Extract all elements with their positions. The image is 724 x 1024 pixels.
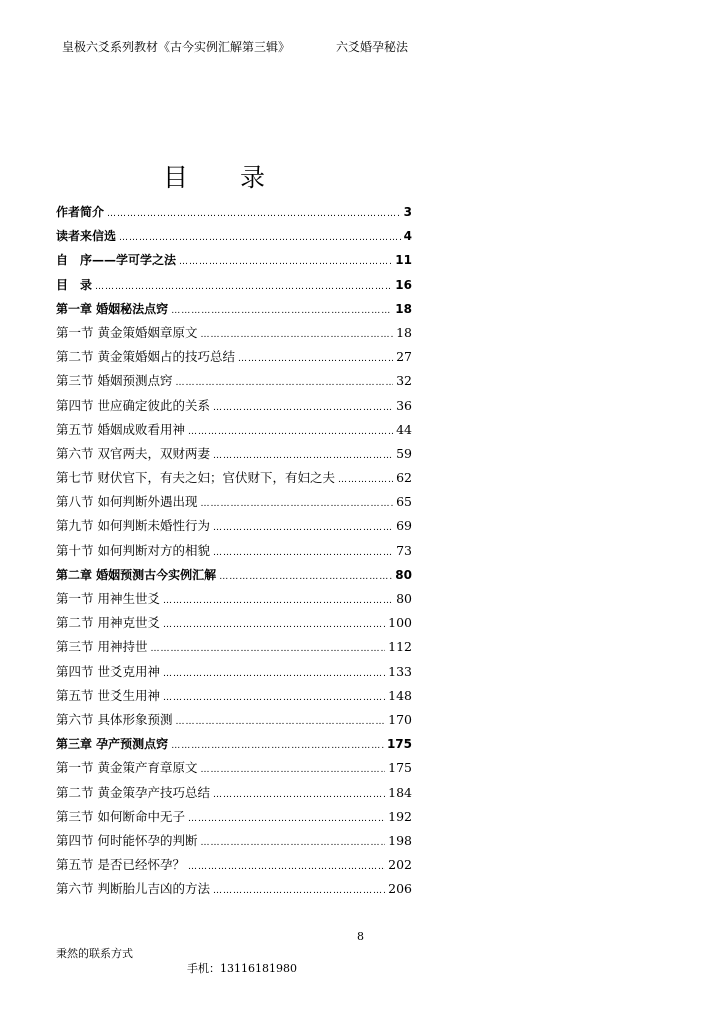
toc-entry-title: 第一节 黄金策产育章原文 (56, 760, 198, 776)
toc-entry-page: 3 (403, 205, 412, 219)
toc-leader-dots (119, 224, 401, 250)
toc-entry-title: 第五节 是否已经怀孕？ (56, 857, 185, 873)
toc-leader-dots (238, 345, 393, 371)
toc-leader-dots (213, 442, 393, 468)
toc-entry (56, 684, 412, 708)
toc-entry-title: 第四节 世应确定彼此的关系 (56, 397, 210, 413)
toc-entry-page: 59 (396, 445, 412, 461)
toc-entry-page: 16 (395, 277, 412, 292)
toc-entry-page: 80 (395, 567, 412, 582)
toc-leader-dots (213, 877, 385, 903)
toc-entry (56, 877, 412, 901)
toc-leader-dots (200, 829, 385, 855)
toc-entry-title: 第三节 用神持世 (56, 639, 148, 655)
page-header (0, 38, 724, 58)
toc-title-char-1: 目 (163, 163, 189, 192)
toc-entry (56, 635, 412, 659)
toc-entry-page: 36 (396, 397, 412, 413)
toc-entry-title: 第二节 黄金策孕产技巧总结 (56, 784, 210, 800)
toc-entry-title: 第三章 孕产预测点窍 (56, 737, 169, 752)
contact-label: 秉然的联系方式 (56, 947, 133, 960)
toc-entry (56, 273, 412, 297)
toc-entry (56, 297, 412, 321)
toc-entry (56, 660, 412, 684)
toc-leader-dots (179, 248, 392, 274)
toc-entry-page: 11 (395, 253, 412, 268)
toc-entry-title: 第一章 婚姻秘法点窍 (56, 301, 169, 316)
header-section-title: 六爻婚孕秘法 (336, 40, 409, 54)
toc-entry-page: 112 (388, 639, 412, 655)
toc-entry (56, 321, 412, 345)
toc-entry-title: 第九节 如何判断未婚性行为 (56, 518, 210, 534)
toc-entry-title: 读者来信选 (56, 229, 117, 244)
toc-entry (56, 853, 412, 877)
toc-entry (56, 781, 412, 805)
toc-leader-dots (200, 321, 393, 347)
toc-entry-page: 184 (388, 784, 412, 800)
toc-leader-dots (188, 418, 393, 444)
toc-entry-title: 自 序——学可学之法 (56, 253, 177, 268)
toc-leader-dots (188, 805, 385, 831)
toc-entry-title: 第十节 如何判断对方的相貌 (56, 542, 210, 558)
toc-entry (56, 442, 412, 466)
toc-leader-dots (213, 781, 385, 807)
toc-entry-title: 第六节 具体形象预测 (56, 711, 173, 727)
toc-entry-title: 第三节 婚姻预测点窍 (56, 373, 173, 389)
toc-entry-page: 206 (388, 881, 412, 897)
toc-entry (56, 514, 412, 538)
toc-leader-dots (200, 490, 393, 516)
toc-entry (56, 756, 412, 780)
toc-entry-title: 第三节 如何断命中无子 (56, 808, 185, 824)
toc-leader-dots (200, 756, 385, 782)
toc-entry-title: 目 录 (56, 277, 93, 292)
toc-entry-page: 44 (396, 421, 412, 437)
toc-entry (56, 248, 412, 272)
toc-entry-title: 第一节 用神生世爻 (56, 591, 160, 606)
toc-entry (56, 369, 412, 393)
toc-entry-page: 69 (396, 518, 412, 534)
contact-phone: 手机：13116181980 (187, 962, 297, 975)
toc-entry-page: 62 (396, 470, 412, 486)
toc-entry-page: 80 (396, 591, 412, 606)
toc-entry-page: 192 (388, 808, 412, 824)
toc-leader-dots (175, 369, 393, 395)
toc-leader-dots (163, 684, 385, 710)
toc-entry-page: 133 (388, 663, 412, 679)
toc-entry-page: 32 (396, 373, 412, 389)
toc-leader-dots (338, 466, 393, 492)
toc-entry-title: 第七节 财伏官下，有夫之妇；官伏财下，有妇之夫 (56, 470, 335, 486)
toc-entry-title: 第八节 如何判断外遇出现 (56, 494, 198, 510)
toc-entry-page: 27 (396, 349, 412, 365)
page-number: 8 (357, 930, 364, 943)
toc-entry-page: 148 (388, 687, 412, 703)
toc-entry (56, 805, 412, 829)
toc-entry (56, 563, 412, 587)
toc-leader-dots (213, 514, 393, 540)
toc-entry-title: 作者简介 (56, 205, 105, 219)
toc-leader-dots (163, 611, 385, 637)
toc-leader-dots (107, 200, 401, 226)
toc-entry (56, 466, 412, 490)
toc-entry (56, 394, 412, 418)
toc-entry-page: 18 (395, 301, 412, 316)
toc-list (56, 200, 412, 901)
toc-leader-dots (188, 853, 385, 879)
toc-entry-page: 18 (396, 324, 412, 340)
toc-leader-dots (95, 273, 392, 299)
toc-entry (56, 611, 412, 635)
toc-entry (56, 732, 412, 756)
toc-entry (56, 539, 412, 563)
toc-entry-title: 第六节 双官两夫，双财两妻 (56, 445, 210, 461)
toc-entry-title: 第五节 世爻生用神 (56, 687, 160, 703)
toc-entry-page: 202 (388, 857, 412, 873)
toc-entry-page: 4 (403, 229, 412, 244)
toc-entry-title: 第六节 判断胎儿吉凶的方法 (56, 881, 210, 897)
toc-entry-page: 73 (396, 542, 412, 558)
toc-entry-title: 第二节 用神克世爻 (56, 615, 160, 631)
toc-leader-dots (171, 297, 392, 323)
toc-leader-dots (175, 708, 385, 734)
toc-entry-page: 175 (386, 737, 412, 752)
toc-leader-dots (219, 563, 392, 589)
toc-entry-title: 第四节 世爻克用神 (56, 663, 160, 679)
toc-entry (56, 200, 412, 224)
toc-entry (56, 345, 412, 369)
toc-entry-page: 100 (388, 615, 412, 631)
toc-entry (56, 587, 412, 611)
toc-entry (56, 418, 412, 442)
toc-entry (56, 490, 412, 514)
toc-entry (56, 829, 412, 853)
toc-leader-dots (171, 732, 384, 758)
toc-entry-page: 65 (396, 494, 412, 510)
toc-entry-page: 170 (388, 711, 412, 727)
toc-title (0, 158, 724, 194)
toc-entry-title: 第一节 黄金策婚姻章原文 (56, 324, 198, 340)
toc-leader-dots (150, 635, 385, 661)
toc-entry-title: 第二章 婚姻预测古今实例汇解 (56, 567, 217, 582)
toc-entry (56, 708, 412, 732)
toc-leader-dots (163, 660, 385, 686)
toc-entry-title: 第四节 何时能怀孕的判断 (56, 832, 198, 848)
toc-title-char-2: 录 (240, 163, 266, 192)
toc-leader-dots (213, 539, 393, 565)
toc-entry-title: 第二节 黄金策婚姻占的技巧总结 (56, 349, 235, 365)
toc-leader-dots (163, 587, 393, 613)
toc-entry (56, 224, 412, 248)
toc-entry-page: 175 (388, 760, 412, 776)
header-book-title: 皇极六爻系列教材《古今实例汇解第三辑》 (62, 40, 291, 54)
toc-entry-title: 第五节 婚姻成败看用神 (56, 421, 185, 437)
toc-leader-dots (213, 394, 393, 420)
toc-entry-page: 198 (388, 832, 412, 848)
